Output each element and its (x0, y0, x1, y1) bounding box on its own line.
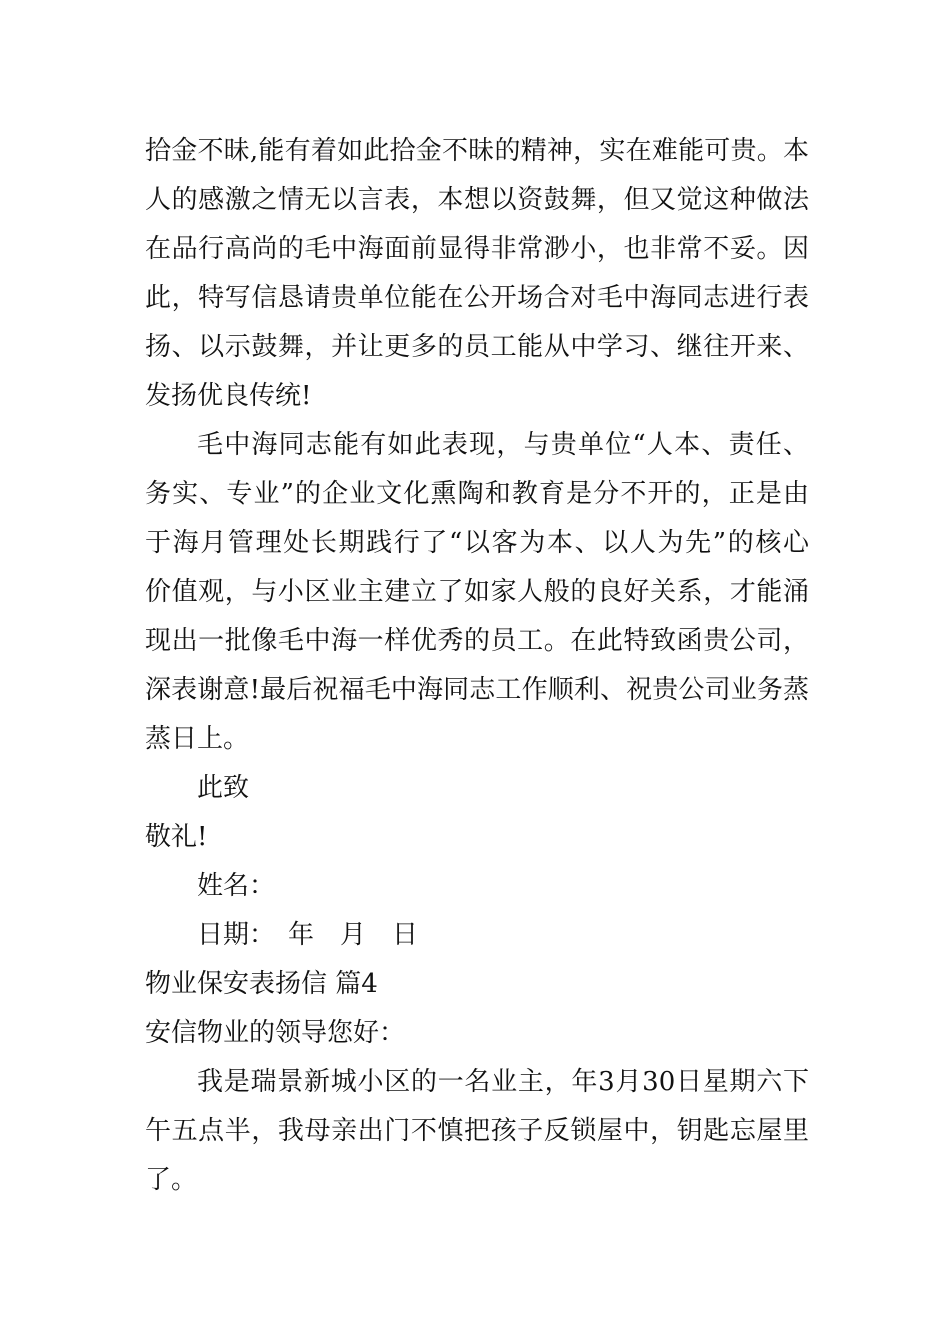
text-line: 发扬优良传统! (145, 381, 312, 411)
paragraph-1 (145, 127, 809, 421)
text-line: 在品行高尚的毛中海面前显得非常渺小，也非常不妥。因 (145, 234, 809, 264)
text-line: 价值观，与小区业主建立了如家人般的良好关系，才能涌 (145, 577, 809, 607)
text-line: 蒸日上。 (145, 724, 250, 754)
text-line: 了。 (145, 1165, 198, 1195)
text-line: 毛中海同志能有如此表现，与贵单位“人本、责任、 (197, 430, 809, 460)
date-label: 日期： 年 月 日 (197, 920, 419, 950)
salute-text: 敬礼! (145, 822, 208, 852)
text-line: 此，特写信恳请贵单位能在公开场合对毛中海同志进行表 (145, 283, 809, 313)
section-title: 物业保安表扬信 篇4 (145, 969, 378, 999)
text-line: 我是瑞景新城小区的一名业主，年3月30日星期六下 (197, 1067, 809, 1097)
text-line: 人的感激之情无以言表，本想以资鼓舞，但又觉这种做法 (145, 185, 809, 215)
name-label: 姓名： (197, 871, 276, 901)
text-line: 务实、专业”的企业文化熏陶和教育是分不开的，正是由 (145, 479, 809, 509)
document-body (145, 127, 809, 1205)
paragraph-3 (145, 1058, 809, 1205)
greeting-text: 安信物业的领导您好： (145, 1018, 406, 1048)
text-line: 扬、以示鼓舞，并让更多的员工能从中学习、继往开来、 (145, 332, 809, 362)
text-line: 深表谢意!最后祝福毛中海同志工作顺利、祝贵公司业务蒸 (145, 675, 809, 705)
text-line: 午五点半，我母亲出门不慎把孩子反锁屋中，钥匙忘屋里 (145, 1116, 809, 1146)
closing-text: 此致 (197, 773, 250, 803)
text-line: 拾金不昧,能有着如此拾金不昧的精神，实在难能可贵。本 (145, 136, 809, 166)
text-line: 现出一批像毛中海一样优秀的员工。在此特致函贵公司， (145, 626, 809, 656)
text-line: 于海月管理处长期践行了“以客为本、以人为先”的核心 (145, 528, 809, 558)
paragraph-2 (145, 421, 809, 764)
